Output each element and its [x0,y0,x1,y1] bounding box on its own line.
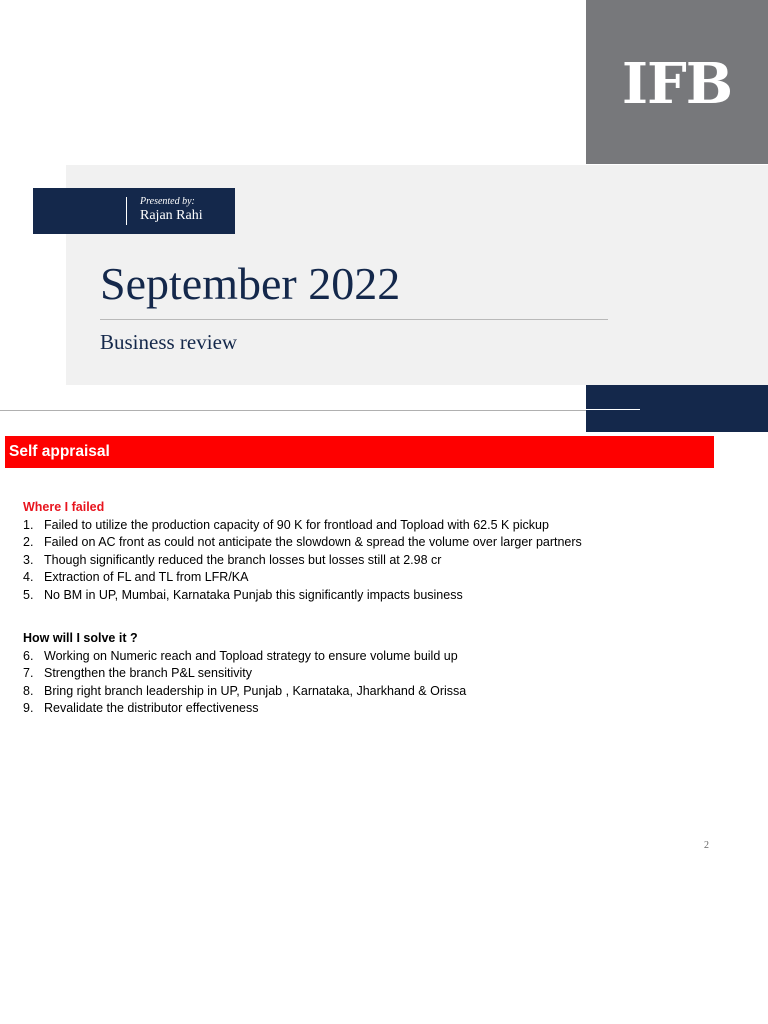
ifb-logo: IFB [621,51,733,117]
presenter-name: Rajan Rahi [140,208,203,223]
list-item: 7. Strengthen the branch P&L sensitivity [23,666,252,680]
list-item: 1. Failed to utilize the production capacity of 90 K for frontload and Topload with 62.5 K pickup [23,517,549,532]
list-item: 8. Bring right branch leadership in UP, Punjab , Karnataka, Jharkhand & Orissa [23,683,467,698]
failed-list [23,517,723,605]
content-body [23,499,723,718]
presenter-divider [126,197,127,225]
list-item: 5. No BM in UP, Mumbai, Karnataka Punjab this significantly impacts business [23,587,463,602]
presenter-box [33,188,235,234]
horizontal-divider [0,410,640,411]
list-item: 6. Working on Numeric reach and Topload strategy to ensure volume build up [23,648,458,663]
spacer [23,604,723,630]
solve-list [23,648,723,718]
list-item: 2. Failed on AC front as could not anticipate the slowdown & spread the volume over larger partners [23,535,582,549]
section-header-bar [5,436,714,468]
title-divider [100,319,608,320]
failed-heading: Where I failed [23,500,105,514]
page-title: September 2022 [100,258,401,309]
solve-heading: How will I solve it ? [23,631,138,645]
list-item: 3. Though significantly reduced the branch losses but losses still at 2.98 cr [23,552,442,567]
presenter-label: Presented by: [140,196,195,207]
list-item: 9. Revalidate the distributor effectiveness [23,701,259,715]
section-title: Self appraisal [9,443,110,460]
logo-panel [586,0,768,164]
page-subtitle: Business review [100,330,238,354]
navy-accent-line [586,409,640,410]
page-number: 2 [704,840,709,851]
list-item: 4. Extraction of FL and TL from LFR/KA [23,570,249,584]
